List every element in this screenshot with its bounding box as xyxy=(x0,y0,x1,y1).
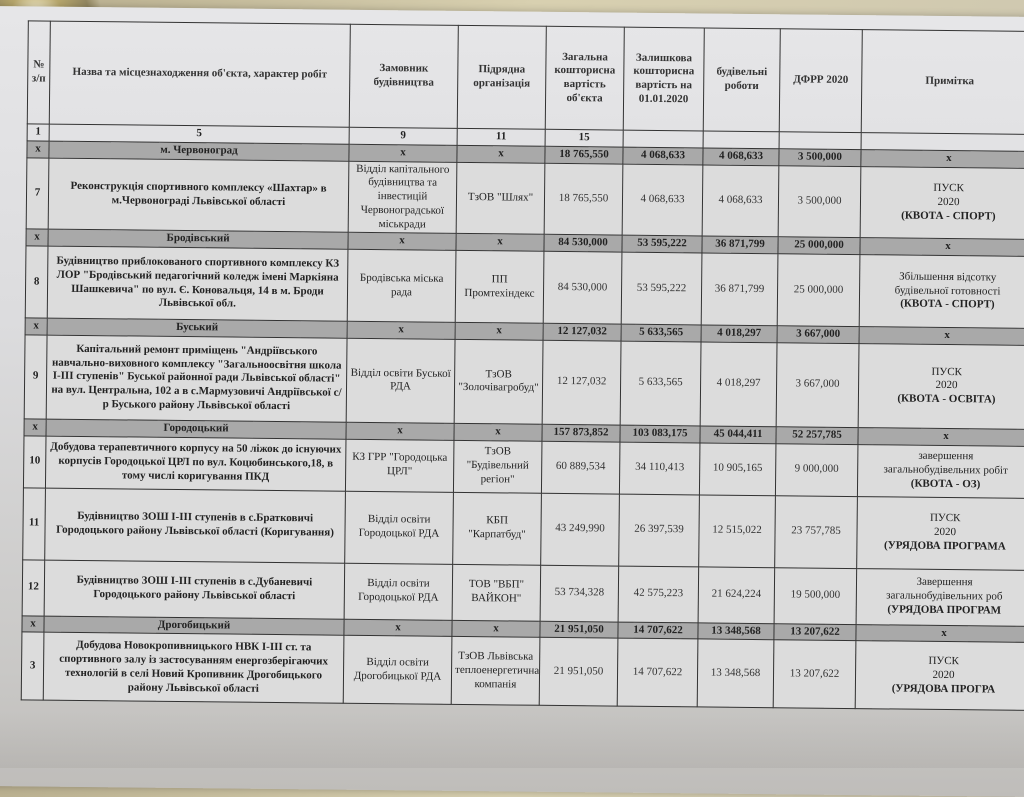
group-name: м. Червоноград xyxy=(49,141,349,161)
col-header-name: Назва та місцезнаходження об'єкта, характер робіт xyxy=(49,21,350,127)
group-note: x xyxy=(858,427,1024,446)
col-header-contractor: Підрядна організація xyxy=(457,25,546,129)
item-customer: Відділ освіти Городоцької РДА xyxy=(345,491,454,564)
item-dfrr: 23 757,785 xyxy=(775,495,858,568)
group-contractor: x xyxy=(455,322,543,340)
group-contractor: x xyxy=(457,145,545,163)
item-name: Капітальний ремонт приміщень "Андріївського навчально-виховного комплексу "Загальноосвітня школа І-ІІІ ступенів" Буської районної ради Львівської області" на вул. Центральна, 102 а в с.Мармузовичі Андріївської с/р Буського району Львівської області xyxy=(46,335,347,422)
group-total: 18 765,550 xyxy=(545,146,623,164)
column-number: 5 xyxy=(49,124,349,144)
note-line: ПУСК xyxy=(931,365,962,378)
table-row xyxy=(26,157,1024,239)
col-header-dfrr: ДФРР 2020 xyxy=(779,29,862,133)
item-no: 3 xyxy=(21,632,44,700)
group-remaining: 5 633,565 xyxy=(621,324,701,342)
note-quota: (КВОТА - СПОРТ) xyxy=(901,209,996,223)
note-line: загальнобудівельних роб xyxy=(886,589,1003,603)
note-quota: (УРЯДОВА ПРОГРА xyxy=(891,682,996,696)
item-total: 84 530,000 xyxy=(543,251,622,324)
item-dfrr: 3 667,000 xyxy=(776,342,859,427)
group-marker: x xyxy=(25,318,47,335)
col-header-works: будівельні роботи xyxy=(703,28,780,132)
item-no: 9 xyxy=(24,335,47,419)
column-number xyxy=(861,133,1024,152)
group-works: 13 348,568 xyxy=(698,622,774,640)
item-no: 8 xyxy=(25,246,48,318)
group-name: Дрогобицький xyxy=(44,616,344,636)
note-line: Збільшення відсотку xyxy=(899,270,997,284)
group-marker: x xyxy=(27,141,49,158)
group-works: 45 044,411 xyxy=(700,426,776,444)
column-number: 9 xyxy=(349,127,457,145)
item-remaining: 14 707,622 xyxy=(617,638,698,707)
item-works: 36 871,799 xyxy=(701,253,778,326)
note-quota: (КВОТА - СПОРТ) xyxy=(900,297,995,311)
item-total: 60 889,534 xyxy=(541,441,620,494)
item-total: 43 249,990 xyxy=(541,493,620,566)
note-line: 2020 xyxy=(937,195,960,209)
group-name: Буський xyxy=(47,318,347,338)
item-contractor: ПП Промтехіндекс xyxy=(455,250,544,323)
item-name: Будівництво ЗОШ І-ІІІ ступенів в с.Дубаневичі Городоцького району Львівської області xyxy=(44,560,345,619)
table-row xyxy=(25,246,1024,329)
note-line: ПУСК xyxy=(933,182,964,195)
item-no: 12 xyxy=(22,559,45,615)
item-contractor: ТОВ "ВБП" ВАЙКОН" xyxy=(452,564,541,621)
group-dfrr: 25 000,000 xyxy=(778,237,860,255)
note-quota: (КВОТА - ОСВІТА) xyxy=(897,392,996,406)
col-header-note: Примітка xyxy=(861,30,1024,135)
item-total: 53 734,328 xyxy=(540,565,619,622)
col-header-remaining: Залишкова кошторисна вартість на 01.01.2020 xyxy=(623,27,704,131)
group-total: 157 873,852 xyxy=(542,424,620,442)
group-customer: x xyxy=(347,321,455,339)
group-works: 36 871,799 xyxy=(702,236,778,254)
group-customer: x xyxy=(346,422,454,440)
item-dfrr: 3 500,000 xyxy=(778,165,861,238)
group-note: x xyxy=(859,327,1024,346)
group-dfrr: 3 667,000 xyxy=(777,326,859,344)
item-contractor: ТзОВ Львівська теплоенергетична компанія xyxy=(451,637,540,706)
item-name: Будівництво ЗОШ І-ІІІ ступенів в с.Братковичі Городоцького району Львівської області (Коригування) xyxy=(45,488,346,563)
col-header-customer: Замовник будівництва xyxy=(349,24,458,128)
note-line: загальнобудівельних робіт xyxy=(883,463,1008,477)
group-dfrr: 3 500,000 xyxy=(779,148,861,166)
note-line: ПУСК xyxy=(929,512,961,525)
item-works: 13 348,568 xyxy=(697,639,774,708)
item-works: 4 018,297 xyxy=(700,342,777,427)
group-total: 84 530,000 xyxy=(544,235,622,253)
group-remaining: 14 707,622 xyxy=(618,622,698,640)
item-remaining: 42 575,223 xyxy=(618,566,699,623)
item-works: 21 624,224 xyxy=(698,566,775,623)
header-row xyxy=(27,21,1024,135)
column-number: 15 xyxy=(545,129,623,147)
column-number xyxy=(703,131,779,149)
note-line: 2020 xyxy=(933,526,957,539)
column-number: 11 xyxy=(457,128,545,146)
item-remaining: 26 397,539 xyxy=(619,494,700,567)
item-note xyxy=(857,496,1024,570)
item-customer: КЗ ГРР "Городоцька ЦРЛ" xyxy=(345,439,454,492)
group-works: 4 018,297 xyxy=(701,325,777,343)
group-name: Городоцький xyxy=(46,419,346,439)
note-quota: (КВОТА - ОЗ) xyxy=(910,477,981,491)
item-contractor: ТзОВ "Золочівагробуд" xyxy=(454,339,543,424)
item-note xyxy=(855,641,1024,711)
group-note: x xyxy=(860,238,1024,257)
group-marker: x xyxy=(22,615,44,632)
item-works: 4 068,633 xyxy=(702,164,779,237)
item-no: 11 xyxy=(23,487,46,559)
table-row xyxy=(23,487,1024,570)
group-customer: x xyxy=(349,144,457,162)
item-name: Добудова терапевтичного корпусу на 50 ліжок до існуючих корпусів Городоцької ЦРЛ по вул. Коцюбинського,18, в тому числі коригування ПКД xyxy=(45,436,346,491)
item-contractor: ТзОВ "Будівельний регіон" xyxy=(453,440,542,493)
item-remaining: 34 110,413 xyxy=(619,442,700,495)
note-line: ПУСК xyxy=(928,654,959,668)
group-dfrr: 52 257,785 xyxy=(776,426,858,444)
item-contractor: ТзОВ "Шлях" xyxy=(456,162,545,235)
item-works: 12 515,022 xyxy=(699,494,776,567)
item-name: Будівництво приблокованого спортивного комплексу КЗ ЛОР "Бродівський педагогічний коледж імені Маркіяна Шашкевича" по вул. Є. Коновальця, 14 в м. Броди Львівської обл. xyxy=(47,246,348,321)
group-contractor: x xyxy=(454,423,542,441)
item-name: Реконструкція спортивного комплексу «Шахтар» в м.Червонограді Львівської області xyxy=(48,158,349,233)
item-total: 18 765,550 xyxy=(544,163,623,236)
item-dfrr: 9 000,000 xyxy=(775,443,858,496)
note-quota: (УРЯДОВА ПРОГРАМА xyxy=(883,539,1006,553)
group-remaining: 103 083,175 xyxy=(620,425,700,443)
item-remaining: 4 068,633 xyxy=(622,164,703,237)
item-note xyxy=(856,568,1024,626)
item-total: 21 951,050 xyxy=(539,638,618,707)
col-header-total: Загальна кошторисна вартість об'єкта xyxy=(545,26,624,130)
table-row xyxy=(21,632,1024,711)
group-contractor: x xyxy=(452,620,540,638)
column-number xyxy=(623,130,703,148)
item-dfrr: 19 500,000 xyxy=(774,567,857,624)
group-works: 4 068,633 xyxy=(703,148,779,166)
item-note xyxy=(860,166,1024,240)
item-name: Добудова Новокропивницького НВК І-ІІІ ст. та спортивного залу із застосуванням енергозберігаючих технологій в селі Новий Кропивник Дрогобицького району Львівської області xyxy=(43,632,344,703)
item-total: 12 127,032 xyxy=(542,340,621,425)
item-remaining: 53 595,222 xyxy=(621,252,702,325)
note-quota: (УРЯДОВА ПРОГРАМ xyxy=(887,603,1002,617)
item-remaining: 5 633,565 xyxy=(620,341,701,426)
item-works: 10 905,165 xyxy=(699,442,776,495)
note-line: 2020 xyxy=(935,379,958,392)
note-line: будівельної готовності xyxy=(894,284,1001,298)
item-customer: Відділ освіти Городоцької РДА xyxy=(344,563,453,620)
item-dfrr: 13 207,622 xyxy=(773,640,856,709)
group-contractor: x xyxy=(456,234,544,252)
group-dfrr: 13 207,622 xyxy=(774,623,856,641)
item-no: 10 xyxy=(23,435,46,487)
column-number: 1 xyxy=(27,124,49,141)
group-customer: x xyxy=(344,619,452,637)
document-paper xyxy=(0,6,1024,797)
item-note xyxy=(858,343,1024,429)
item-customer: Відділ освіти Буської РДА xyxy=(346,338,455,423)
table-row xyxy=(24,335,1024,430)
item-customer: Бродівська міська рада xyxy=(347,249,456,322)
group-total: 12 127,032 xyxy=(543,323,621,341)
note-line: 2020 xyxy=(932,668,955,681)
item-customer: Відділ капітального будівництва та інвестицій Червоноградської міськради xyxy=(348,161,457,234)
group-marker: x xyxy=(26,229,48,246)
item-no: 7 xyxy=(26,157,49,229)
group-remaining: 53 595,222 xyxy=(622,235,702,253)
group-customer: x xyxy=(348,232,456,250)
item-contractor: КБП "Карпатбуд" xyxy=(453,492,542,565)
group-remaining: 4 068,633 xyxy=(623,147,703,165)
group-note: x xyxy=(861,149,1024,168)
group-note: x xyxy=(856,624,1024,643)
item-customer: Відділ освіти Дрогобицької РДА xyxy=(343,635,452,704)
note-line: завершення xyxy=(918,450,974,463)
construction-objects-table xyxy=(21,20,1024,711)
group-marker: x xyxy=(24,419,46,436)
group-total: 21 951,050 xyxy=(540,621,618,639)
group-name: Бродівський xyxy=(48,229,348,249)
item-note xyxy=(859,255,1024,329)
column-number xyxy=(779,132,861,150)
item-dfrr: 25 000,000 xyxy=(777,254,860,327)
item-note xyxy=(857,444,1024,498)
note-line: Завершення xyxy=(916,576,973,589)
col-header-no: № з/п xyxy=(27,21,50,124)
